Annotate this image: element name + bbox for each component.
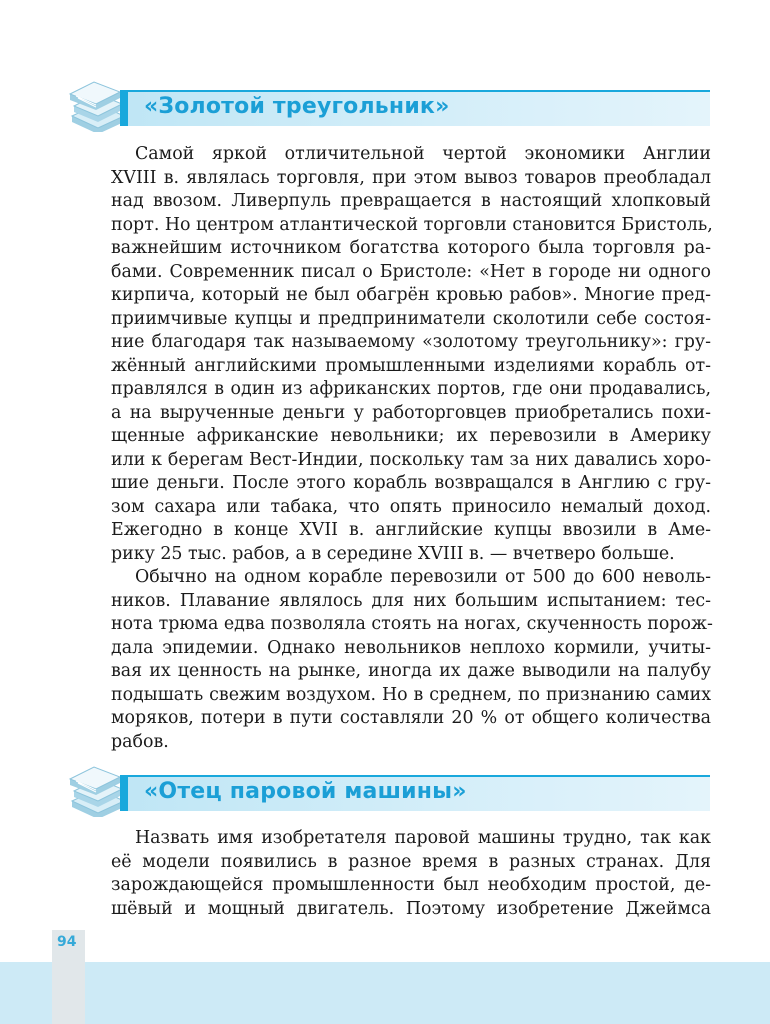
section-header-rule (120, 90, 710, 92)
text-line: бами. Современник писал о Бристоле: «Нет в городе ни одного (111, 261, 711, 282)
text-line: кирпича, который не был обагрён кровью рабов». Многие пред- (111, 285, 711, 305)
text-line: Обычно на одном корабле перевозили от 500 до 600 неволь- (135, 567, 711, 587)
page-footer-band (0, 962, 770, 1024)
section-body-steam-engine (111, 827, 711, 921)
section-header-rule (120, 775, 710, 777)
paragraph (111, 566, 711, 754)
text-line: ников. Плавание являлось для них большим испытанием: тес- (111, 590, 711, 611)
text-line: щенные африканские невольники; их перевозили в Америку (111, 426, 711, 446)
text-line: зом сахара или табака, что опять приносило немалый доход. (111, 496, 711, 517)
text-line: правлялся в один из африканских портов, где они продавались, (111, 379, 711, 399)
text-line: над ввозом. Ливерпуль превращается в настоящий хлопковый (111, 191, 711, 211)
section-body-golden-triangle (111, 143, 711, 754)
text-line: приимчивые купцы и предприниматели сколотили себе состоя- (111, 308, 711, 329)
text-line: жённый английскими промышленными изделиями корабль от- (111, 355, 711, 376)
text-line: ние благодаря так называемому «золотому треугольнику»: гру- (111, 332, 711, 352)
books-icon (68, 757, 128, 817)
books-icon (68, 72, 128, 132)
text-line: шие деньги. После этого корабль возвращался в Англию с гру- (111, 473, 711, 493)
text-line: порт. Но центром атлантической торговли становится Бристоль, (111, 214, 713, 235)
text-line: подышать свежим воздухом. Но в среднем, по признанию самих (111, 684, 711, 705)
section-title: «Отец паровой машины» (144, 779, 467, 804)
text-line: нота трюма едва позволяла стоять на ногах, скученность порож- (111, 614, 713, 634)
text-line: Самой яркой отличительной чертой экономики Англии (135, 144, 711, 164)
text-line: рабов. (111, 731, 169, 752)
page-number: 94 (57, 934, 77, 950)
text-line: или к берегам Вест-Индии, поскольку там за них давались хоро- (111, 449, 711, 470)
text-line: XVIII в. являлась торговля, при этом вывоз товаров преобладал (111, 167, 711, 188)
text-line: вая их ценность на рынке, иногда их даже выводили на палубу (111, 661, 711, 681)
text-line: дала эпидемии. Однако невольников неплохо кормили, учиты- (111, 637, 711, 658)
paragraph (111, 827, 711, 921)
text-line: Ежегодно в конце XVII в. английские купцы ввозили в Аме- (111, 520, 711, 540)
section-header-golden-triangle (68, 72, 710, 136)
text-line: а на вырученные деньги у работорговцев приобретались похи- (111, 402, 711, 423)
text-line: её модели появились в разное время в разных странах. Для (111, 851, 711, 872)
text-line: важнейшим источником богатства которого была торговля ра- (111, 238, 711, 258)
text-line: Назвать имя изобретателя паровой машины трудно, так как (135, 828, 711, 848)
text-line: рику 25 тыс. рабов, а в середине XVIII в. — вчетверо больше. (111, 543, 675, 564)
section-header-steam-engine (68, 757, 710, 821)
text-line: зарождающейся промышленности был необходим простой, де- (111, 875, 711, 895)
text-line: шёвый и мощный двигатель. Поэтому изобретение Джеймса (111, 898, 711, 919)
text-line: моряков, потери в пути составляли 20 % от общего количества (111, 708, 711, 728)
paragraph (111, 143, 711, 566)
section-title: «Золотой треугольник» (144, 94, 450, 119)
